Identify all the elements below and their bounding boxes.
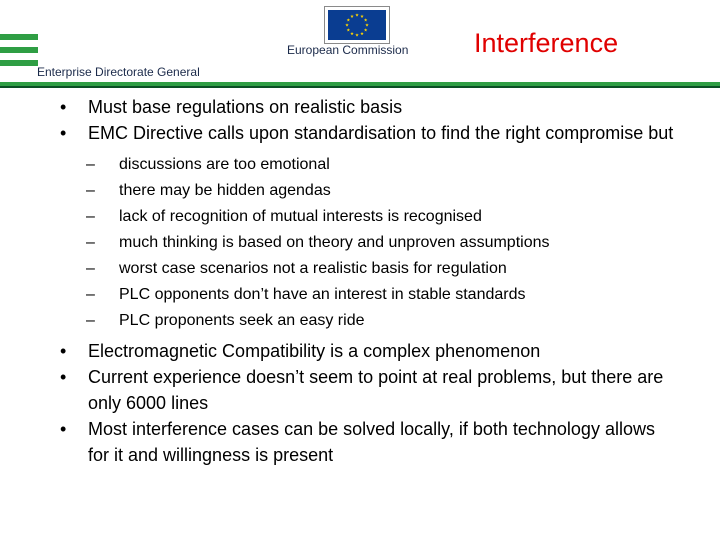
- bullet-marker: •: [60, 367, 67, 387]
- bullet-item: [60, 338, 680, 364]
- sub-bullet-item: [60, 178, 680, 204]
- bullet-text: Current experience doesn’t seem to point at real problems, but there are only 6000 lines: [88, 367, 664, 413]
- sub-bullet-text: much thinking is based on theory and unproven assumptions: [119, 234, 550, 251]
- sub-bullet-text: there may be hidden agendas: [119, 182, 331, 199]
- bullet-text: Most interference cases can be solved locally, if both technology allows for it and willingness is present: [88, 419, 655, 465]
- sub-bullet-item: [60, 282, 680, 308]
- bullet-item: [60, 416, 680, 468]
- slide-body: [60, 94, 680, 468]
- header-stripes: [0, 34, 38, 66]
- bullet-item: [60, 94, 680, 120]
- bullet-text: EMC Directive calls upon standardisation to find the right compromise but: [88, 123, 674, 143]
- dash-marker: –: [86, 260, 95, 277]
- sub-bullet-text: lack of recognition of mutual interests is recognised: [119, 208, 482, 225]
- eu-flag-icon: [324, 6, 390, 44]
- bullet-item: [60, 364, 680, 416]
- sub-bullet-item: [60, 308, 680, 334]
- sub-bullet-text: discussions are too emotional: [119, 156, 330, 173]
- sub-bullet-text: PLC opponents don’t have an interest in stable standards: [119, 286, 526, 303]
- dash-marker: –: [86, 182, 95, 199]
- bullet-marker: •: [60, 123, 67, 143]
- bullet-marker: •: [60, 341, 67, 361]
- bullet-marker: •: [60, 419, 67, 439]
- sub-bullet-list: [60, 152, 680, 334]
- bullet-marker: •: [60, 97, 67, 117]
- sub-bullet-text: PLC proponents seek an easy ride: [119, 312, 365, 329]
- sub-bullet-text: worst case scenarios not a realistic basis for regulation: [119, 260, 507, 277]
- bullet-text: Must base regulations on realistic basis: [88, 97, 403, 117]
- slide-title: Interference: [474, 28, 619, 58]
- header-rule-shadow: [0, 86, 720, 88]
- dash-marker: –: [86, 156, 95, 173]
- sub-bullet-item: [60, 204, 680, 230]
- dash-marker: –: [86, 208, 95, 225]
- sub-bullet-item: [60, 152, 680, 178]
- bullet-text: Electromagnetic Compatibility is a complex phenomenon: [88, 341, 541, 361]
- bullet-item: [60, 120, 680, 146]
- dash-marker: –: [86, 286, 95, 303]
- sub-bullet-item: [60, 230, 680, 256]
- commission-label: European Commission: [287, 43, 409, 57]
- dash-marker: –: [86, 312, 95, 329]
- sub-bullet-item: [60, 256, 680, 282]
- dash-marker: –: [86, 234, 95, 251]
- directorate-label: Enterprise Directorate General: [37, 65, 200, 79]
